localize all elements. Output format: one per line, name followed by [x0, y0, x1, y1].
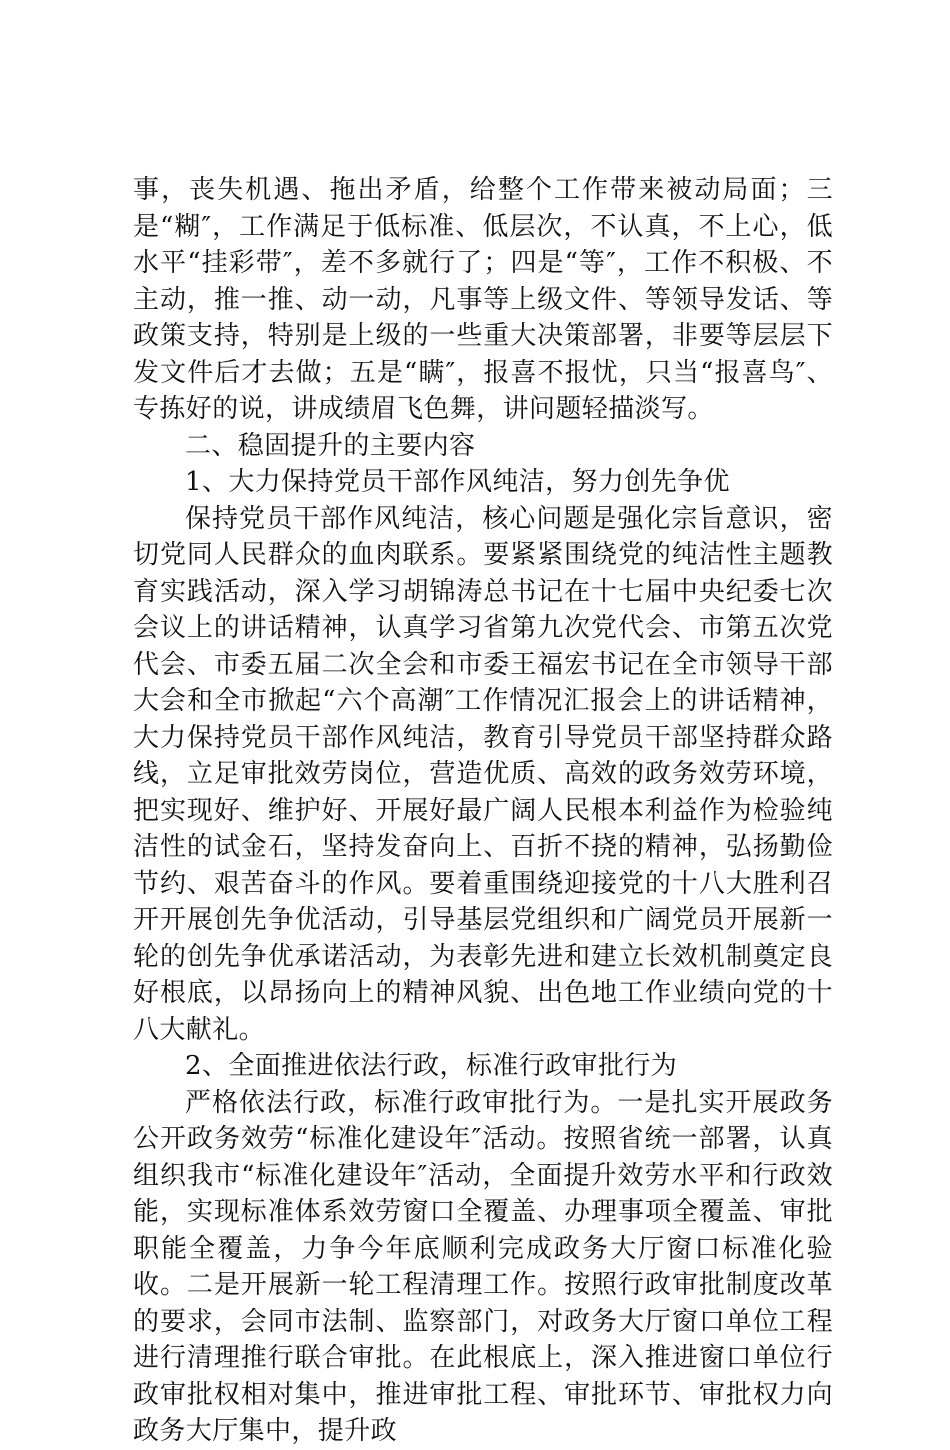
subheading-party-conduct: 1、大力保持党员干部作风纯洁，努力创先争优 [185, 467, 730, 497]
subheading-administration-by-law: 2、全面推进依法行政，标准行政审批行为 [185, 1051, 678, 1081]
paragraph-party-conduct: 保持党员干部作风纯洁，核心问题是强化宗旨意识，密切党同人民群众的血肉联系。要紧紧围绕党的纯洁性主题教育实践活动，深入学习胡锦涛总书记在十七届中央纪委七次会议上的讲话精神，认真学习省第九次党代会、市第五次党代会、市委五届二次全会和市委王福宏书记在全市领导干部大会和全市掀起“六个高潮″工作情况汇报会上的讲话精神，大力保持党员干部作风纯洁，教育引导党员干部坚持群众路线，立足审批效劳岗位，营造优质、高效的政务效劳环境，把实现好、维护好、开展好最广阔人民根本利益作为检验纯洁性的试金石，坚持发奋向上、百折不挠的精神，弘扬勤俭节约、艰苦奋斗的作风。要着重围绕迎接党的十八大胜利召开开展创先争优活动，引导基层党组织和广阔党员开展新一轮的创先争优承诺活动，为表彰先进和建立长效机制奠定良好根底，以昂扬向上的精神风貌、出色地工作业绩向党的十八大献礼。 [133, 503, 833, 1045]
paragraph-administration-by-law: 严格依法行政，标准行政审批行为。一是扎实开展政务公开政务效劳“标准化建设年″活动。按照省统一部署，认真组织我市“标准化建设年″活动，全面提升效劳水平和行政效能，实现标准体系效劳窗口全覆盖、办理事项全覆盖、审批职能全覆盖，力争今年底顺利完成政务大厅窗口标准化验收。二是开展新一轮工程清理工作。按照行政审批制度改革的要求，会同市法制、监察部门，对政务大厅窗口单位工程进行清理推行联合审批。在此根底上，深入推进窗口单位行政审批权相对集中，推进审批工程、审批环节、审批权力向政务大厅集中，提升政 [133, 1087, 833, 1446]
paragraph-continuation: 事，丧失机遇、拖出矛盾，给整个工作带来被动局面；三是“糊″，工作满足于低标准、低层次，不认真，不上心，低水平“挂彩带″，差不多就行了；四是“等″，工作不积极、不主动，推一推、动一动，凡事等上级文件、等领导发话、等政策支持，特别是上级的一些重大决策部署，非要等层层下发文件后才去做；五是“瞒″，报喜不报忧，只当“报喜鸟″、专拣好的说，讲成绩眉飞色舞，讲问题轻描淡写。 [133, 175, 833, 424]
section-heading-main-content: 二、稳固提升的主要内容 [185, 430, 476, 461]
document-body [133, 172, 833, 1450]
